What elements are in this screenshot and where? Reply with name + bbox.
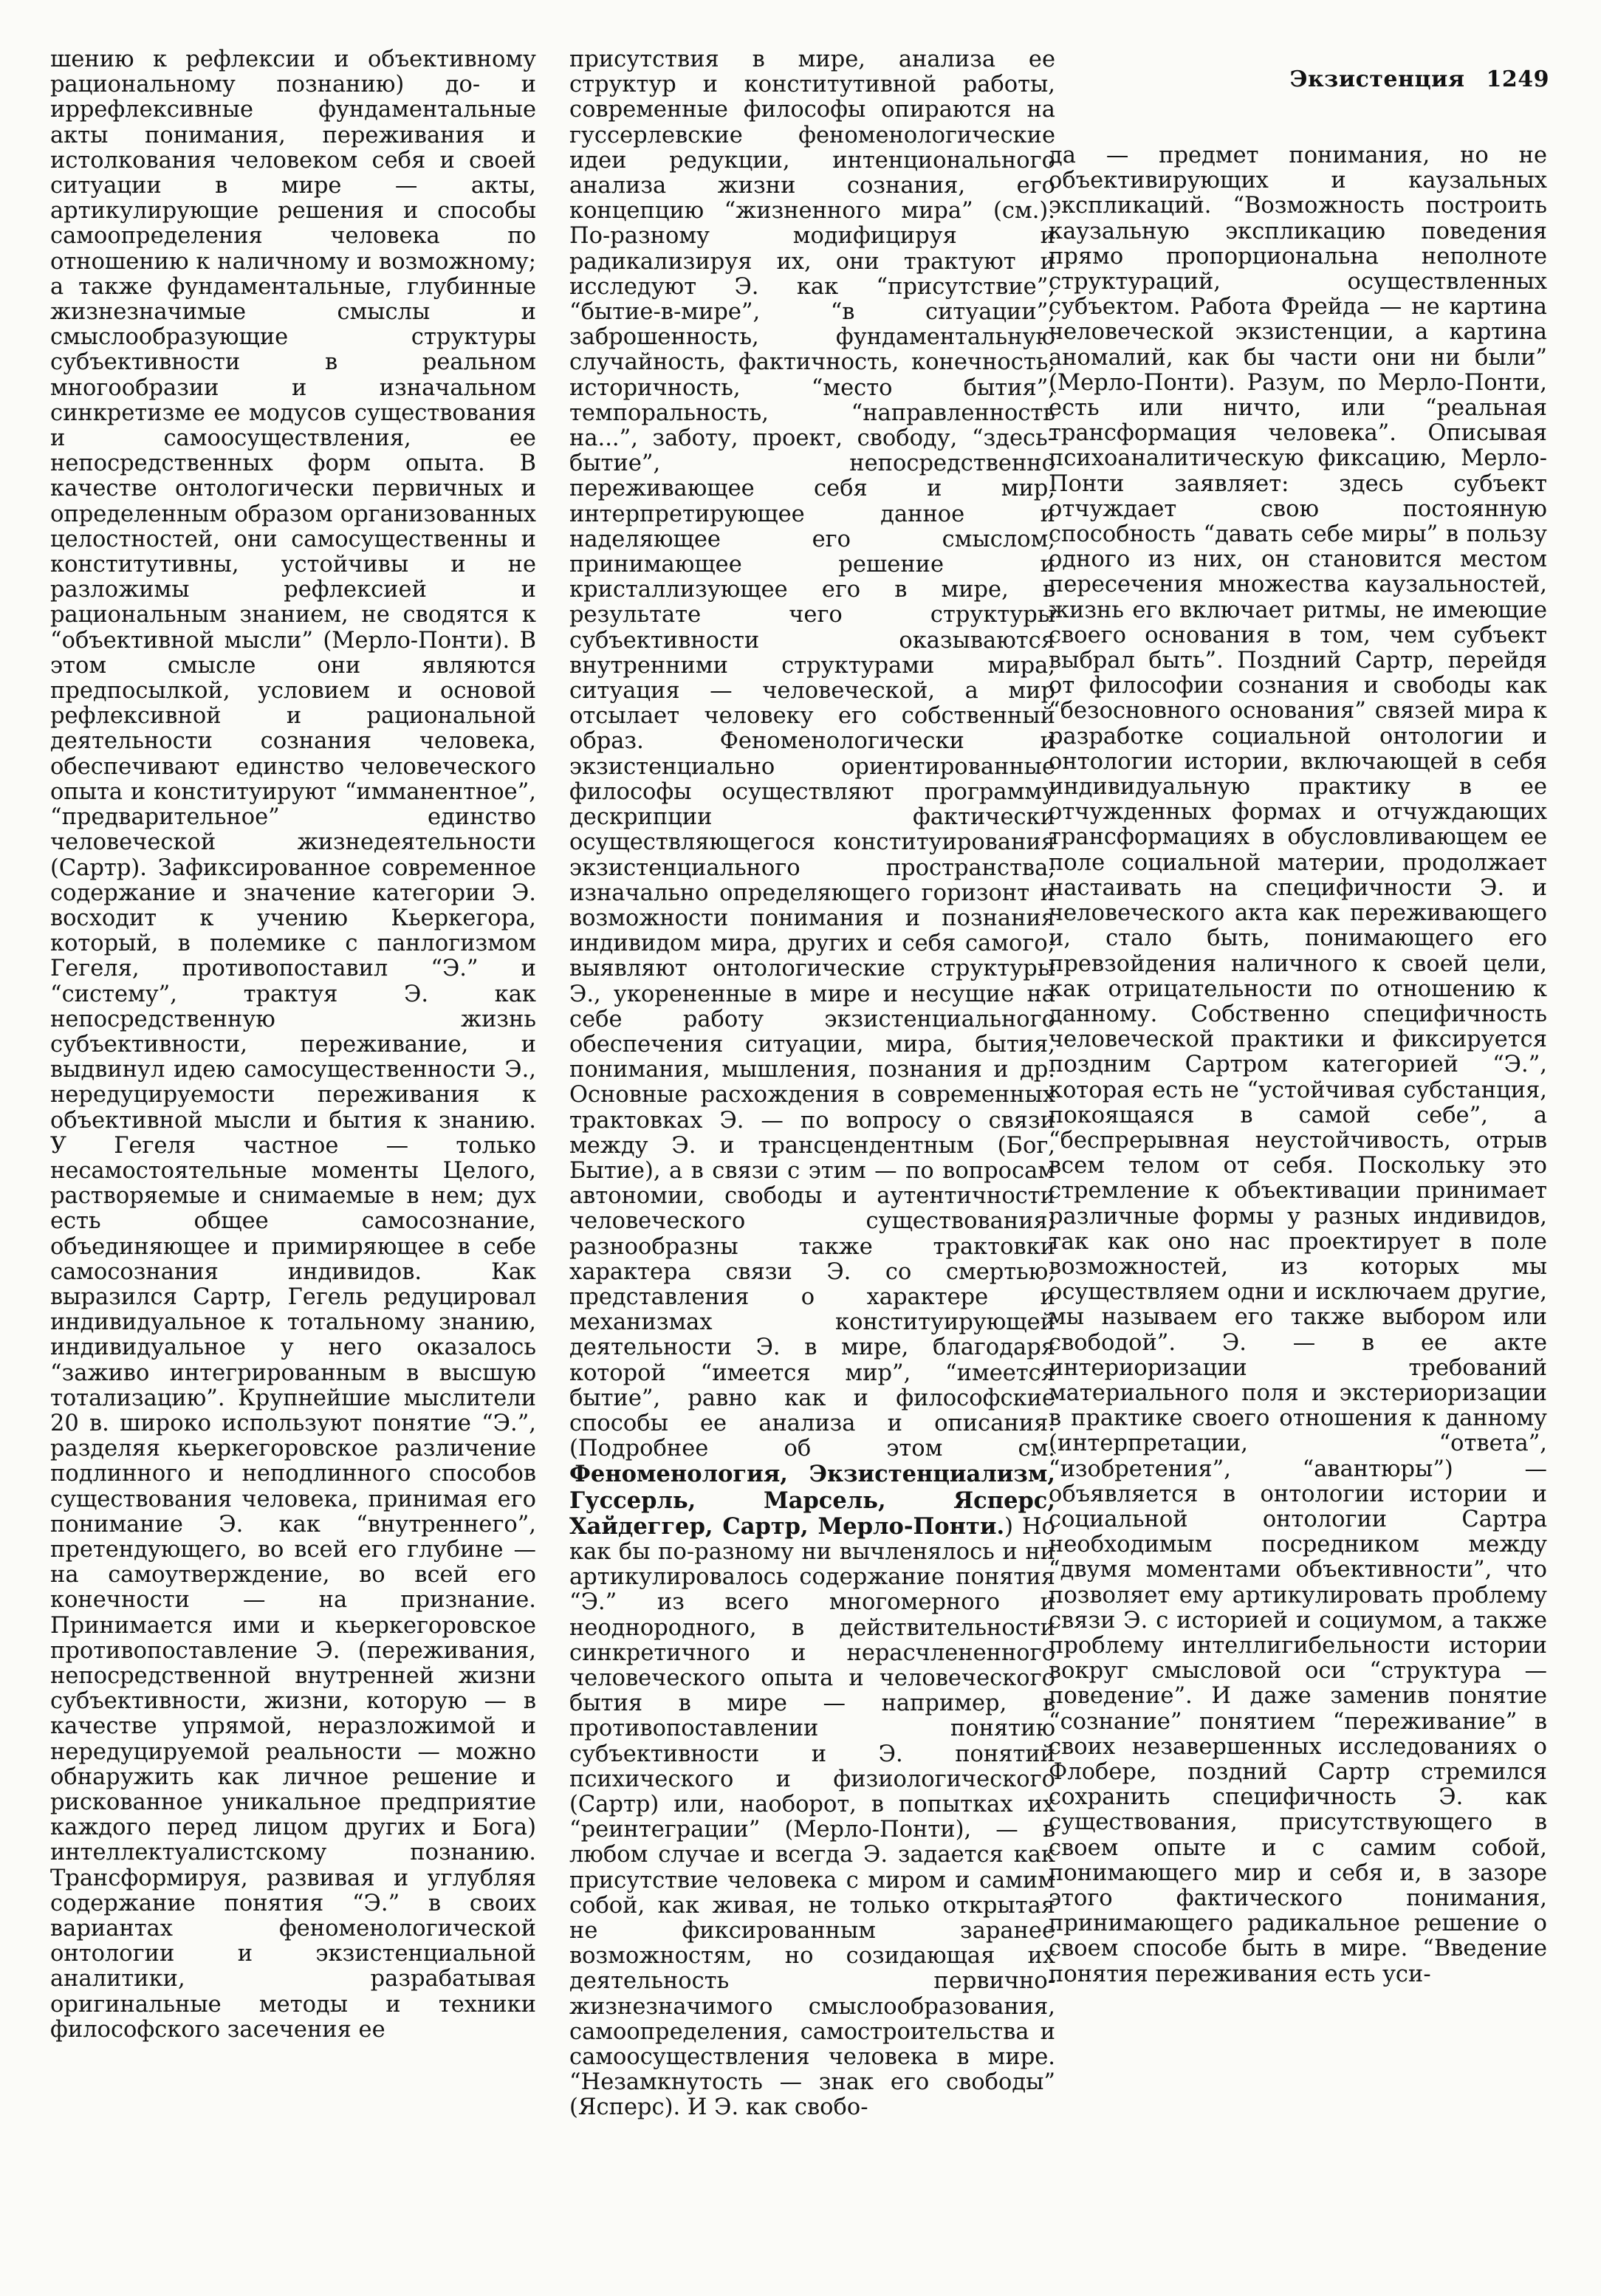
text-column-right: да — предмет понимания, но не объективирующих и каузальных экспликаций. “Возможность построить каузальную экспликацию поведения прямо пропорциональна неполноте структураций, осуществленных субъектом. Работа Фрейда — не картина человеческой экзистенции, а картина аномалий, как бы части они ни были” (Мерло-Понти). Разум, по Мерло-Понти, есть или ничто, или “реальная трансформация человека”. Описывая психоаналитическую фиксацию, Мерло-Понти заявляет: здесь субъект отчуждает свою постоянную способность “давать себе миры” в пользу одного из них, он становится местом пересечения множества каузальностей, жизнь его включает ритмы, не имеющие своего основания в том, чем субъект выбрал быть”. Поздний Сартр, перейдя от философии сознания и свободы как “безосновного основания” связей мира к разработке социальной онтологии и онтологии истории, включающей в себя индивидуальную практику в ее отчужденных формах и отчуждающих трансформациях в обусловливающем ее поле социальной материи, продолжает настаивать на специфичности Э. и человеческого акта как переживающего и, стало быть, понимающего его превзойдения наличного к своей цели, как отрицательности по отношению к данному. Собственно специфичность человеческой практики и фиксируется поздним Сартром категорией “Э.”, которая есть не “устойчивая субстанция, покоящаяся в самой себе”, а “беспрерывная неустойчивость, отрыв всем телом от себя. Поскольку это стремление к объективации принимает различные формы у разных индивидов, так как оно нас проектирует в поле возможностей, из которых мы осуществляем одни и исключаем другие, мы называем его также выбором или свободой”. Э. — в ее акте интериоризации требований материального поля и экстериоризации в практике своего отношения к данному (интерпретации, “ответа”, “изобретения”, “авантюры”) — объявляется в онтологии истории и социальной онтологии Сартра необходимым посредником между “двумя моментами объективности”, что позволяет ему артикулировать проблему связи Э. с историей и социумом, а также проблему интеллигибельности истории вокруг смысловой оси “структура — поведение”. И даже заменив понятие “сознание” понятием “переживание” в своих незавершенных исследованиях о Флобере, поздний Сартр стремился сохранить специфичность Э. как существования, присутствующего в своем опыте и с самим собой, понимающего мир и себя и, в зазоре этого фактического понимания, принимающего радикальное решение о своем способе быть в мире. “Введение понятия переживания есть уси- (1049, 143, 1547, 1987)
middle-column-text-part1: присутствия в мире, анализа ее структур и конститутивной работы, современные философы опираются на гуссерлевские феноменологические идеи редукции, интенционального анализа жизни сознания, его концепцию “жизненного мира” (см.). По-разному модифицируя и радикализируя их, они трактуют и исследуют Э. как “присутствие”, “бытие-в-мире”, “в ситуации”, заброшенность, фундаментальную случайность, фактичность, конечность, историчность, “место бытия”, темпоральность, “направленность на...”, заботу, проект, свободу, “здесь-бытие”, непосредственно переживающее себя и мир, интерпретирующее данное и наделяющее его смыслом, принимающее решение и кристаллизующее его в мире, в результате чего структуры субъективности оказываются внутренними структурами мира, ситуация — человеческой, а мир отсылает человеку его собственный образ. Феноменологически и экзистенциально ориентированные философы осуществляют программу дескрипции фактически осуществляющегося конституирования экзистенциального пространства, изначально определяющего горизонт и возможности понимания и познания индивидом мира, других и себя самого; выявляют онтологические структуры Э., укорененные в мире и несущие на себе работу экзистенциального обеспечения ситуации, мира, бытия, понимания, мышления, познания и др. Основные расхождения в современных трактовках Э. — по вопросу о связи между Э. и трансцендентным (Бог, Бытие), а в связи с этим — по вопросам автономии, свободы и аутентичности человеческого существования; разнообразны также трактовки характера связи Э. со смертью, представления о характере и механизмах конституирующей деятельности Э. в мире, благодаря которой “имеется мир”, “имеется бытие”, равно как и философские способы ее анализа и описания. (Подробнее об этом см. (569, 47, 1055, 1462)
running-title: Экзистенция (1289, 66, 1465, 92)
running-header (1290, 66, 1549, 92)
page-number: 1249 (1486, 66, 1549, 92)
cross-references: Феноменология, Экзистенциализм, Гуссерль, Марсель, Ясперс, Хайдеггер, Сартр, Мерло-Понти. (569, 1461, 1055, 1540)
text-column-left: шению к рефлексии и объективному рациональному познанию) до- и иррефлексивные фундаментальные акты понимания, переживания и истолкования человеком себя и своей ситуации в мире — акты, артикулирующие решения и способы самоопределения человека по отношению к наличному и возможному; а также фундаментальные, глубинные жизнезначимые смыслы и смыслообразующие структуры субъективности в реальном многообразии и изначальном синкретизме ее модусов существования и самоосуществления, ее непосредственных форм опыта. В качестве онтологически первичных и определенным образом организованных целостностей, они самосущественны и конститутивны, устойчивы и не разложимы рефлексией и рациональным знанием, не сводятся к “объективной мысли” (Мерло-Понти). В этом смысле они являются предпосылкой, условием и основой рефлексивной и рациональной деятельности сознания человека, обеспечивают единство человеческого опыта и конституируют “имманентное”, “предварительное” единство человеческой жизнедеятельности (Сартр). Зафиксированное современное содержание и значение категории Э. восходит к учению Кьеркегора, который, в полемике с панлогизмом Гегеля, противопоставил “Э.” и “систему”, трактуя Э. как непосредственную жизнь субъективности, переживание, и выдвинул идею самосущественности Э., нередуцируемости переживания к объективной мысли и бытия к знанию. У Гегеля частное — только несамостоятельные моменты Целого, растворяемые и снимаемые в нем; дух есть общее самосознание, объединяющее и примиряющее в себе самосознания индивидов. Как выразился Сартр, Гегель редуцировал индивидуальное к тотальному знанию, индивидуальное у него оказалось “заживо интегрированным в высшую тотализацию”. Крупнейшие мыслители 20 в. широко используют понятие “Э.”, разделяя кьеркегоровское различение подлинного и неподлинного способов существования человека, принимая его понимание Э. как “внутреннего”, претендующего, во всей его глубине — на самоутверждение, во всей его конечности — на признание. Принимается ими и кьеркегоровское противопоставление Э. (переживания, непосредственной внутренней жизни субъективности, жизни, которую — в качестве упрямой, неразложимой и нередуцируемой реальности — можно обнаружить как личное решение и рискованное уникальное предприятие каждого перед лицом других и Бога) интеллектуалистскому познанию. Трансформируя, развивая и углубляя содержание понятия “Э.” в своих вариантах феноменологической онтологии и экзистенциальной аналитики, разрабатывая оригинальные методы и техники философского засечения ее (50, 47, 536, 2043)
text-column-middle (569, 47, 1055, 2121)
middle-column-text-part2: ) Но как бы по-разному ни вычленялось и ни артикулировалось содержание понятия “Э.” из всего многомерного и неоднородного, в действительности синкретичного и нерасчлененного человеческого опыта и человеческого бытия в мире — например, в противопоставлении понятию субъективности и Э. понятий психического и физиологического (Сартр) или, наоборот, в попытках их “реинтеграции” (Мерло-Понти), — в любом случае и всегда Э. задается как присутствие человека с миром и самим собой, как живая, не только открытая не фиксированным заранее возможностям, но созидающая их деятельность первично-жизнезначимого смыслообразования, самоопределения, самостроительства и самоосуществления человека в мире. “Незамкнутость — знак его свободы” (Ясперс). И Э. как свобо- (569, 1513, 1055, 2121)
